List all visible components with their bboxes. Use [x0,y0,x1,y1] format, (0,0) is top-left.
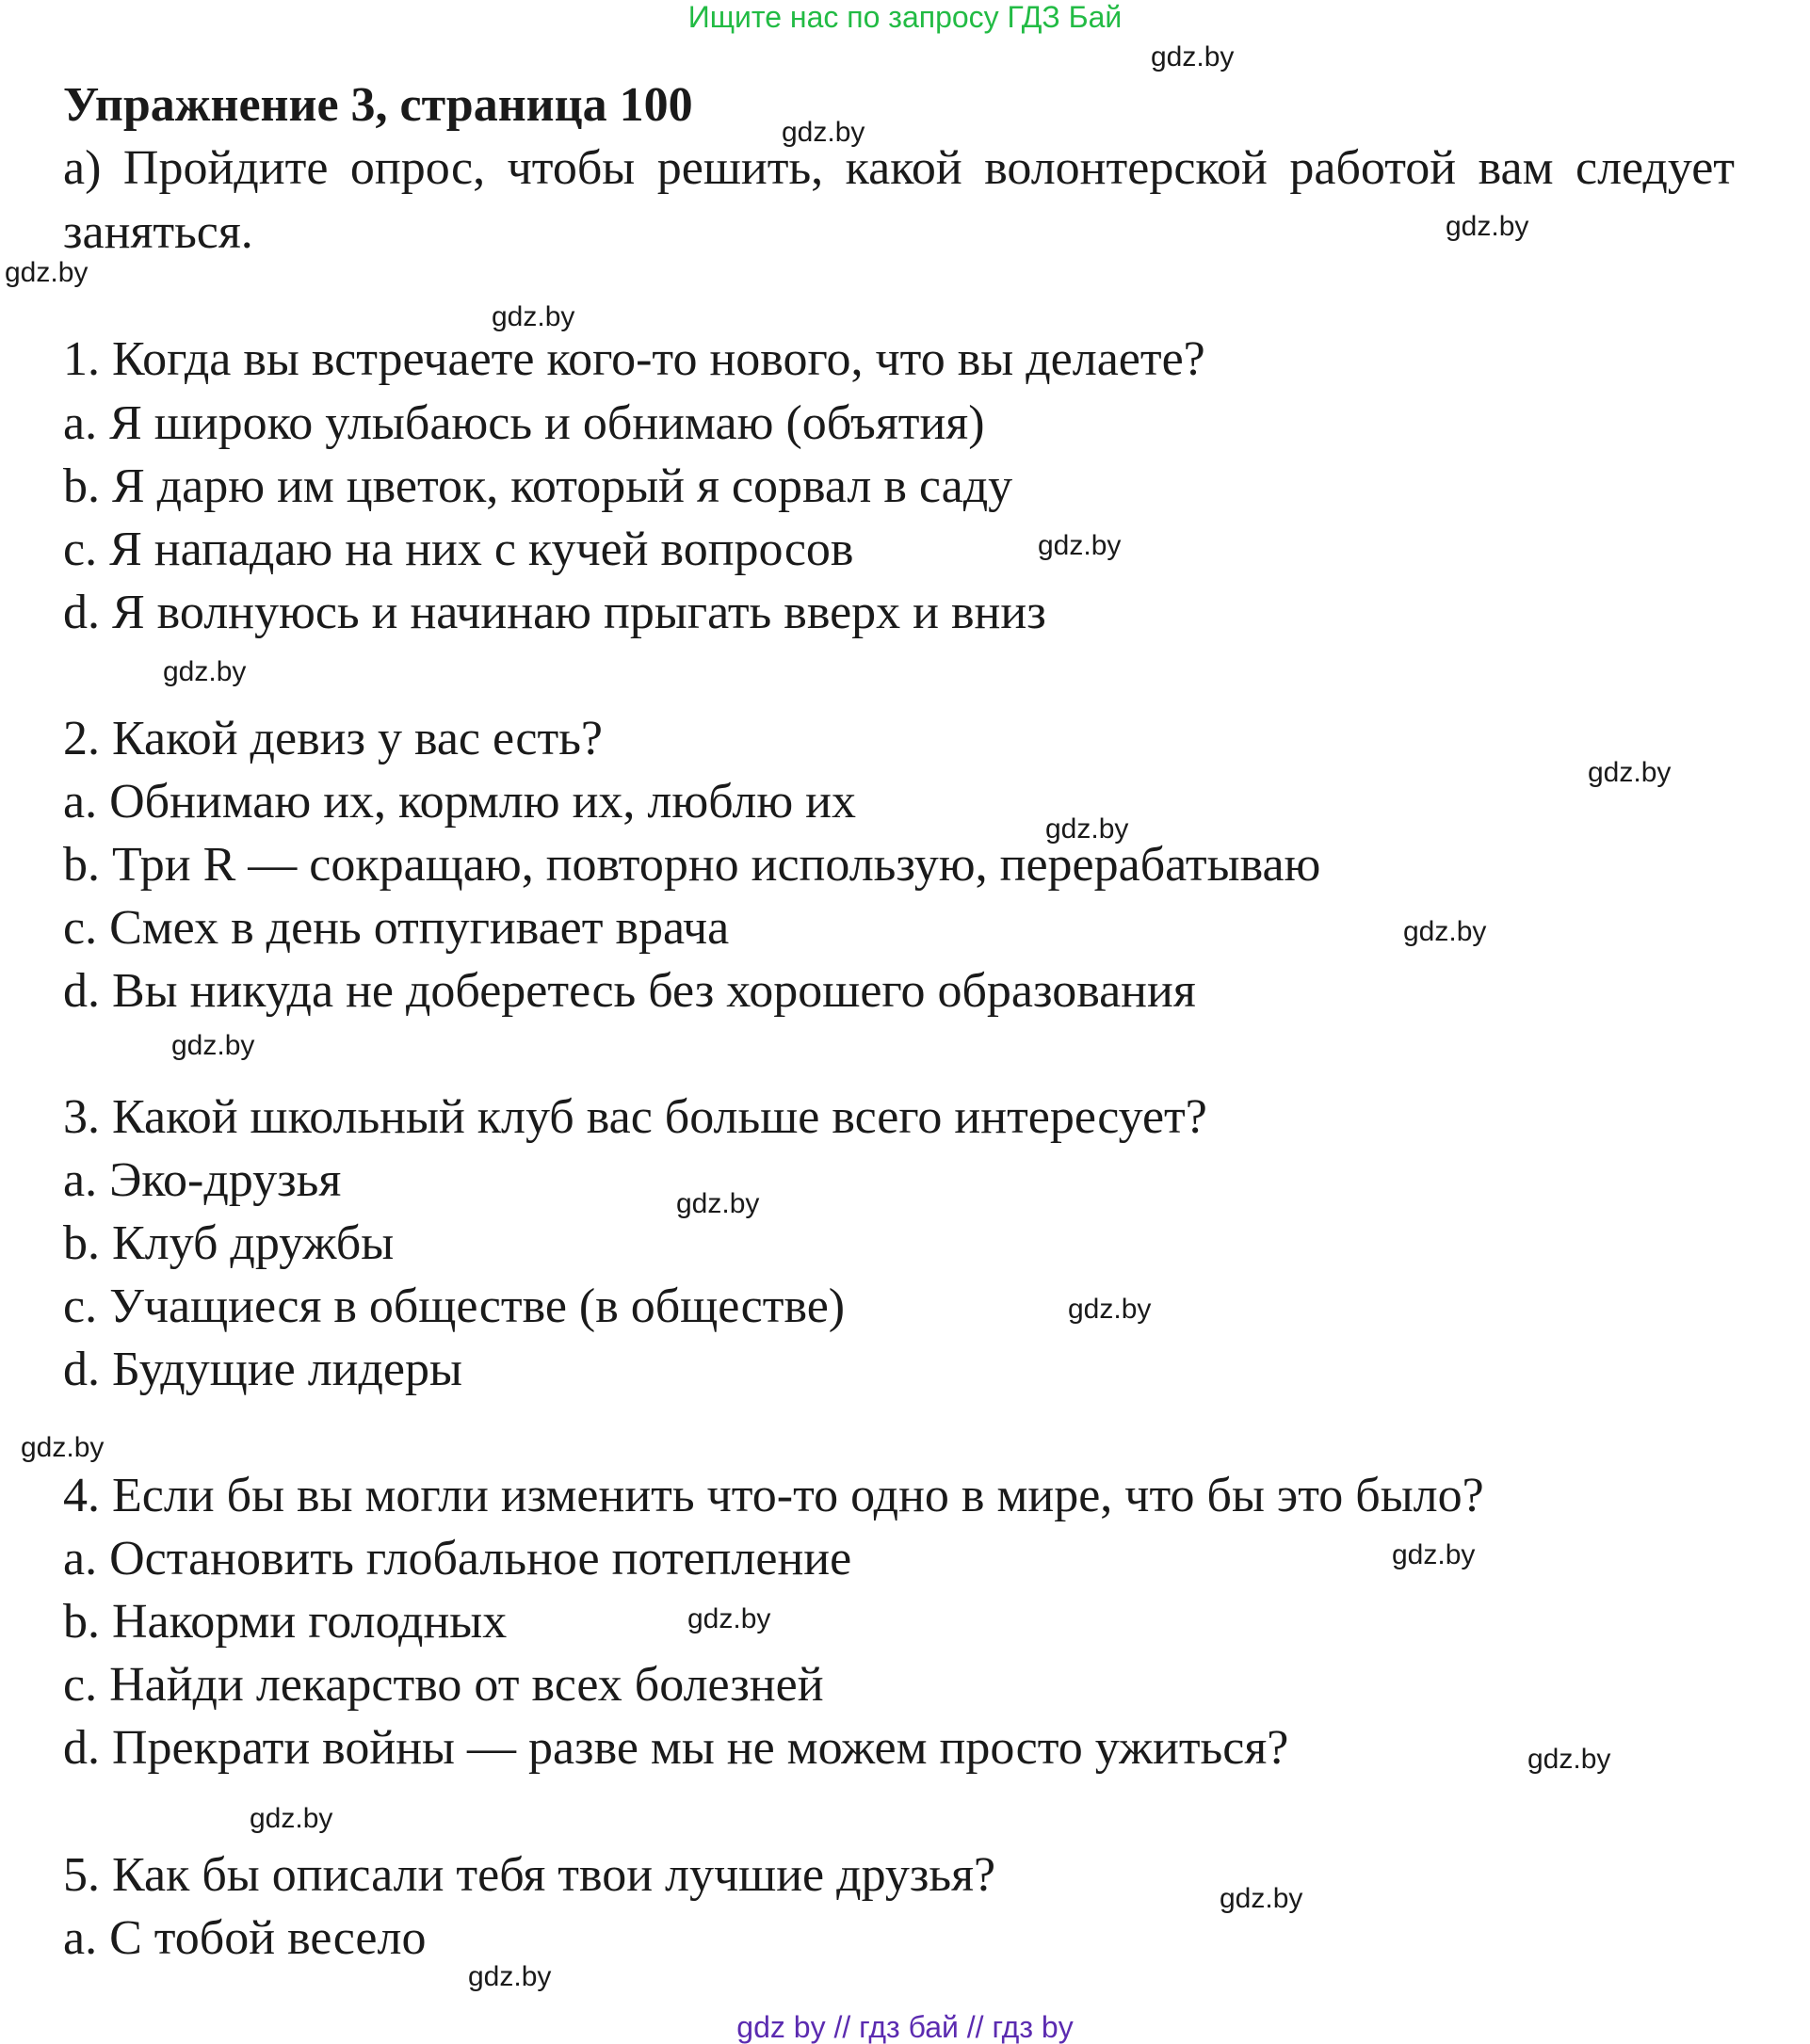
question-2-option-d: d. Вы никуда не доберетесь без хорошего образования [63,964,1196,1018]
watermark: gdz.by [782,117,865,148]
watermark: gdz.by [1068,1294,1152,1325]
watermark: gdz.by [171,1030,255,1061]
exercise-title: Упражнение 3, страница 100 [63,78,693,132]
watermark: gdz.by [1038,530,1122,561]
watermark: gdz.by [1220,1883,1303,1914]
question-2-option-b: b. Три R — сокращаю, повторно использую, перерабатываю [63,838,1321,892]
watermark: gdz.by [5,257,89,288]
question-1: 1. Когда вы встречаете кого-то нового, что вы делаете? [63,332,1205,386]
question-2-option-a: a. Обнимаю их, кормлю их, люблю их [63,775,857,829]
watermark: gdz.by [676,1188,760,1219]
exercise-intro: а) Пройдите опрос, чтобы решить, какой волонтерской работой вам следует заняться. [63,141,1735,259]
question-5: 5. Как бы описали тебя твои лучшие друзья? [63,1848,996,1902]
question-1-option-d: d. Я волнуюсь и начинаю прыгать вверх и вниз [63,586,1046,639]
question-4-option-a: a. Остановить глобальное потепление [63,1532,852,1585]
watermark: gdz.by [163,656,247,687]
watermark: gdz.by [1588,757,1672,788]
question-4: 4. Если бы вы могли изменить что-то одно в мире, что бы это было? [63,1469,1484,1522]
watermark: gdz.by [1403,916,1487,947]
question-1-option-b: b. Я дарю им цветок, который я сорвал в саду [63,459,1013,513]
watermark: gdz.by [250,1803,333,1834]
watermark: gdz.by [21,1432,105,1463]
question-3: 3. Какой школьный клуб вас больше всего интересует? [63,1090,1207,1144]
search-banner[interactable]: Ищите нас по запросу ГДЗ Бай [687,0,1123,34]
question-1-option-a: a. Я широко улыбаюсь и обнимаю (объятия) [63,396,985,450]
question-3-option-a: a. Эко-друзья [63,1153,342,1207]
question-2: 2. Какой девиз у вас есть? [63,712,603,765]
question-3-option-d: d. Будущие лидеры [63,1343,462,1396]
watermark: gdz.by [1392,1539,1476,1570]
question-4-option-b: b. Накорми голодных [63,1595,508,1649]
question-4-option-c: c. Найди лекарство от всех болезней [63,1658,824,1712]
watermark: gdz.by [687,1603,771,1634]
question-2-option-c: c. Смех в день отпугивает врача [63,901,730,955]
watermark: gdz.by [1446,211,1529,242]
watermark: gdz.by [468,1961,552,1992]
question-4-option-d: d. Прекрати войны — разве мы не можем просто ужиться? [63,1721,1289,1775]
question-5-option-a: a. С тобой весело [63,1911,427,1965]
footer-links[interactable]: gdz by // гдз бай // гдз by [736,2010,1074,2044]
question-3-option-b: b. Клуб дружбы [63,1216,395,1270]
watermark: gdz.by [1527,1744,1611,1775]
watermark: gdz.by [1045,813,1129,845]
question-1-option-c: c. Я нападаю на них с кучей вопросов [63,523,854,576]
question-3-option-c: c. Учащиеся в обществе (в обществе) [63,1280,846,1333]
watermark: gdz.by [1151,41,1235,72]
watermark: gdz.by [492,301,575,332]
